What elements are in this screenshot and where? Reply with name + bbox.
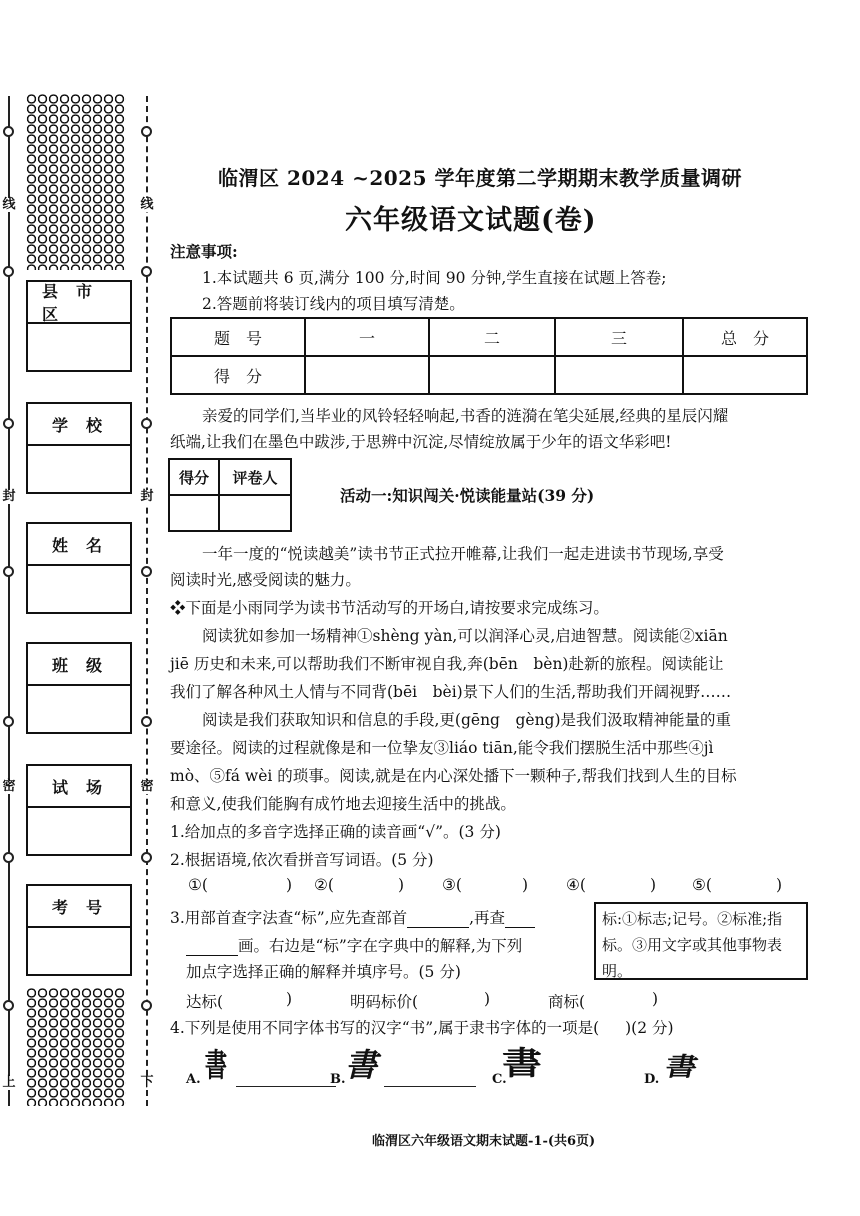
intro-text: 亲爱的同学们,当毕业的风铃轻轻响起,书香的涟漪在笔尖延展,经典的星辰闪耀 (202, 407, 729, 425)
binding-hole-icon (3, 566, 14, 577)
score-cell[interactable] (555, 356, 683, 394)
binding-hole-icon (141, 566, 152, 577)
margin-line-left (8, 96, 10, 1106)
margin-mark: 封 (2, 489, 16, 504)
binding-hole-icon (3, 418, 14, 429)
notes-item: 1.本试题共 6 页,满分 100 分,时间 90 分钟,学生直接在试题上答卷; (202, 269, 667, 287)
q3-text: ,再查 (469, 909, 506, 927)
field-blank[interactable] (28, 324, 130, 370)
margin-mark: 线 (140, 197, 154, 212)
score-row-label: 得 分 (171, 356, 305, 394)
answer-open: ④( (566, 876, 586, 894)
option-b-label: B. (330, 1072, 346, 1087)
answer-open: ②( (314, 876, 334, 894)
field-label: 班级 (28, 644, 130, 686)
binding-hole-icon (3, 852, 14, 863)
field-name[interactable] (26, 522, 132, 614)
option-d-glyph: 書 (662, 1051, 701, 1082)
field-blank[interactable] (28, 446, 130, 492)
score-cell[interactable] (305, 356, 429, 394)
q4-text: 4.下列是使用不同字体书写的汉字“书”,属于隶书字体的一项是( (170, 1019, 600, 1037)
answer-close: ) (286, 876, 293, 894)
field-class[interactable] (26, 642, 132, 734)
option-c-glyph: 書 (501, 1044, 543, 1082)
margin-mark: 下 (140, 1075, 154, 1090)
score-table (170, 317, 808, 395)
q3-item: 达标( (186, 993, 224, 1011)
grader-name-label: 评卷人 (219, 459, 291, 495)
q3-item: 明码标价( (350, 993, 419, 1011)
field-label: 县市区 (28, 282, 130, 324)
activity-intro: 一年一度的“悦读越美”读书节正式拉开帷幕,让我们一起走进读书节现场,享受 (202, 545, 724, 563)
stroke-blank[interactable] (505, 909, 535, 928)
margin-mark: 密 (2, 779, 16, 794)
field-blank[interactable] (28, 928, 130, 974)
question-3-line1 (170, 906, 535, 928)
question-3-line2 (186, 934, 522, 956)
binding-hole-icon (141, 1000, 152, 1011)
score-cell[interactable] (683, 356, 807, 394)
binding-hole-icon (141, 126, 152, 137)
binding-hole-icon (141, 418, 152, 429)
field-exam-room[interactable] (26, 764, 132, 856)
answer-open: ①( (188, 876, 208, 894)
dot-pattern-top (26, 94, 126, 270)
answer-close: ) (522, 876, 529, 894)
answer-close: ) (398, 876, 405, 894)
field-label: 考号 (28, 886, 130, 928)
binding-hole-icon (3, 716, 14, 727)
page-footer: 临渭区六年级语文期末试题-1-(共6页) (372, 1134, 596, 1149)
binding-hole-icon (141, 852, 152, 863)
option-a-glyph: 書 (204, 1046, 228, 1084)
question-2: 2.根据语境,依次看拼音写词语。(5 分) (170, 851, 434, 869)
exam-subtitle: 六年级语文试题(卷) (345, 205, 597, 236)
question-4 (170, 1016, 674, 1038)
field-blank[interactable] (28, 808, 130, 854)
grader-table (168, 458, 292, 532)
margin-mark: 密 (140, 779, 154, 794)
answer-close: ) (650, 876, 657, 894)
passage-line: 和意义,使我们能胸有成竹地去迎接生活中的挑战。 (170, 795, 516, 813)
passage-line: mò、⑤fá wèi 的琐事。阅读,就是在内心深处播下一颗种子,帮我们找到人生的目标 (170, 767, 737, 785)
field-county[interactable] (26, 280, 132, 372)
grader-score-label: 得分 (169, 459, 219, 495)
score-cell[interactable] (429, 356, 555, 394)
binding-hole-icon (3, 126, 14, 137)
binding-hole-icon (141, 716, 152, 727)
grader-name-cell[interactable] (219, 495, 291, 531)
task-lead: ❖下面是小雨同学为读书节活动写的开场白,请按要求完成练习。 (170, 599, 609, 617)
margin-mark: 线 (2, 197, 16, 212)
notes-item: 2.答题前将装订线内的项目填写清楚。 (202, 295, 465, 313)
passage-line: 要途径。阅读的过程就像是和一位挚友③liáo tiān,能令我们摆脱生活中那些④jì (170, 739, 714, 757)
exam-title: 临渭区 2024 ~2025 学年度第二学期期末教学质量调研 (218, 166, 742, 190)
q3-item-close: ) (484, 990, 491, 1008)
grader-score-cell[interactable] (169, 495, 219, 531)
activity-intro: 阅读时光,感受阅读的魅力。 (170, 571, 361, 589)
binding-hole-icon (3, 266, 14, 277)
q3-text: 3.用部首查字法查“标”,应先查部首 (170, 909, 408, 927)
q3-text: 画。右边是“标”字在字典中的解释,为下列 (238, 937, 523, 955)
passage-line: 阅读犹如参加一场精神①shèng yàn,可以润泽心灵,启迪智慧。阅读能②xiān (202, 627, 728, 645)
passage-line: jiē 历史和未来,可以帮助我们不断审视自我,奔(bēn bèn)赴新的旅程。阅读能让 (170, 655, 724, 673)
score-header: 三 (555, 318, 683, 356)
notes-heading: 注意事项: (170, 242, 238, 261)
definition-box: 标:①标志;记号。②标准;指标。③用文字或其他事物表明。 (594, 902, 808, 980)
answer-open: ③( (442, 876, 462, 894)
q4-tail: )(2 分) (625, 1019, 674, 1037)
option-a-label: A. (186, 1072, 201, 1087)
score-header: 一 (305, 318, 429, 356)
option-b-underline (384, 1086, 476, 1087)
dot-pattern-bottom (26, 988, 126, 1106)
score-header: 题 号 (171, 318, 305, 356)
option-b-glyph: 書 (345, 1046, 378, 1084)
passage-line: 我们了解各种风土人情与不同背(bēi bèi)景下人们的生活,帮助我们开阔视野…… (170, 683, 732, 701)
stroke-blank-cont[interactable] (186, 937, 238, 956)
passage-line: 阅读是我们获取知识和信息的手段,更(gēng gèng)是我们汲取精神能量的重 (202, 711, 732, 729)
field-label: 学校 (28, 404, 130, 446)
activity-title: 活动一:知识闯关·悦读能量站(39 分) (340, 486, 595, 505)
answer-open: ⑤( (692, 876, 712, 894)
radical-blank[interactable] (407, 909, 469, 928)
answer-close: ) (776, 876, 783, 894)
margin-mark: 封 (140, 489, 154, 504)
field-exam-number[interactable] (26, 884, 132, 976)
margin-line-right (146, 96, 148, 1106)
score-header: 二 (429, 318, 555, 356)
intro-text: 纸端,让我们在墨色中跋涉,于思辨中沉淀,尽情绽放属于少年的语文华彩吧! (170, 433, 672, 451)
q3-item-close: ) (652, 990, 659, 1008)
field-label: 姓名 (28, 524, 130, 566)
field-blank[interactable] (28, 686, 130, 732)
question-3-line3: 加点字选择正确的解释并填序号。(5 分) (186, 963, 461, 981)
field-label: 试场 (28, 766, 130, 808)
option-c-label: C. (492, 1072, 507, 1087)
q3-item-close: ) (286, 990, 293, 1008)
score-header: 总 分 (683, 318, 807, 356)
question-1: 1.给加点的多音字选择正确的读音画“√”。(3 分) (170, 823, 501, 841)
binding-hole-icon (3, 1000, 14, 1011)
option-a-underline (236, 1086, 336, 1087)
field-blank[interactable] (28, 566, 130, 612)
field-school[interactable] (26, 402, 132, 494)
option-d-label: D. (644, 1072, 660, 1087)
margin-mark: 上 (2, 1075, 16, 1090)
q3-item: 商标( (548, 993, 586, 1011)
binding-hole-icon (141, 266, 152, 277)
